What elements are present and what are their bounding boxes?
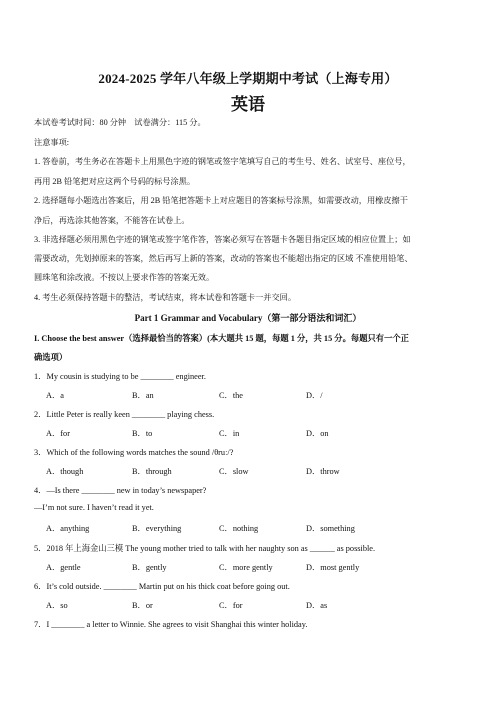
note-line: 净后，再选涂其他答案，不能答在试卷上。 [34,216,190,225]
option-d: D．as [306,601,328,610]
question-stem: 6．It’s cold outside. ________ Martin put on his thick coat before going out. [34,582,290,591]
option-d: D．most gently [306,563,360,572]
exam-title: 2024-2025 学年八年级上学期期中考试（上海专用） [98,71,398,86]
exam-info: 本试卷考试时间：80 分钟 试卷满分：115 分。 [34,118,206,127]
note-line: 需要改动，先划掉原来的答案，然后再写上新的答案，改动的答案也不能超出指定的区域 不准使用铅笔、 [34,254,413,263]
question-stem: 4．—Is there ________ new in today’s newspaper? [34,486,207,495]
option-c: C．the [219,391,243,400]
question-stem: 3．Which of the following words matches the sound /θruː/? [34,448,234,457]
note-line: 圆珠笔和涂改液。不按以上要求作答的答案无效。 [34,273,215,282]
question-stem-reply: —I’m not sure. I haven’t read it yet. [34,503,154,512]
question-stem: 2．Little Peter is really keen ________ playing chess. [34,410,215,419]
option-d: D．/ [306,391,323,400]
note-line: 2. 选择题每小题选出答案后，用 2B 铅笔把答题卡上对应题目的答案标号涂黑，如需要改动，用橡皮擦干 [34,196,408,205]
option-a: A．for [46,429,70,438]
subject-heading: 英语 [231,95,265,114]
notes-heading: 注意事项: [34,138,70,147]
option-b: B．everything [132,524,182,533]
option-d: D．on [306,429,329,438]
section-instruction: I. Choose the best answer（选择最恰当的答案）(本大题共 15 题，每题 1 分，共 15 分。每题只有一个正 [34,334,409,343]
option-c: C．nothing [219,524,259,533]
option-a: A．though [46,467,84,476]
note-line: 3. 非选择题必须用黑色字迹的钢笔或签字笔作答，答案必须写在答题卡各题目指定区域的相应位置上；如 [34,235,411,244]
option-a: A．so [46,601,68,610]
option-b: B．or [132,601,153,610]
option-c: C．in [219,429,240,438]
question-stem: 7．I ________ a letter to Winnie. She agrees to visit Shanghai this winter holiday. [34,620,308,629]
option-b: B．gently [132,563,167,572]
note-line: 1. 答卷前，考生务必在答题卡上用黑色字迹的钢笔或签字笔填写自己的考生号、姓名、试室号、座位号， [34,157,411,166]
option-b: B．through [132,467,172,476]
note-line: 4. 考生必须保持答题卡的整洁，考试结束，将本试卷和答题卡一并交回。 [34,293,297,302]
option-a: A．a [46,391,64,400]
section-instruction-cont: 确选项） [34,353,68,362]
option-a: A．anything [46,524,90,533]
part-title: Part 1 Grammar and Vocabulary（第一部分语法和词汇） [134,313,362,323]
option-a: A．gentle [46,563,81,572]
option-c: C．for [219,601,243,610]
option-d: D．something [306,524,355,533]
option-c: C．slow [219,467,249,476]
question-stem: 1．My cousin is studying to be ________ engineer. [34,372,206,381]
question-stem: 5．2018 年上海金山三模 The young mother tried to talk with her naughty son as ______ as possible. [34,544,376,553]
option-c: C．more gently [219,563,273,572]
option-b: B．to [132,429,153,438]
option-d: D．throw [306,467,340,476]
option-b: B．an [132,391,154,400]
note-line: 再用 2B 铅笔把对应这两个号码的标号涂黑。 [34,177,196,186]
